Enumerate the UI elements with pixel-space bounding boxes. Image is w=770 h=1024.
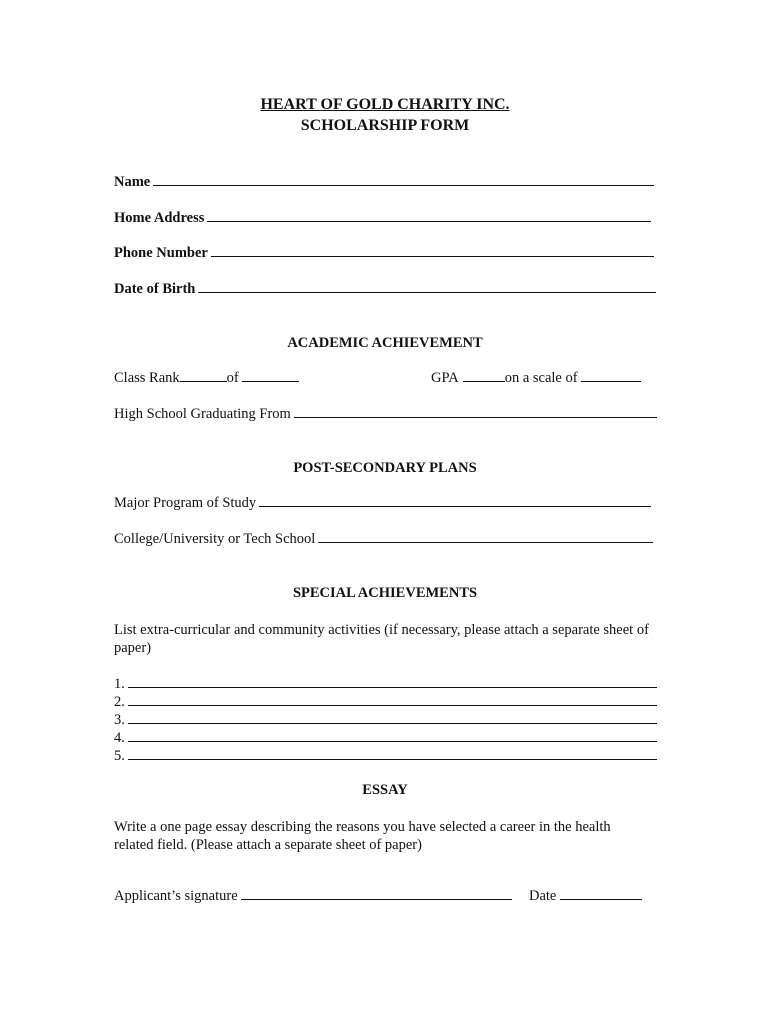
form-title-organization: HEART OF GOLD CHARITY INC. [260,96,510,113]
activity-field-1[interactable] [128,686,657,688]
signature-label: Applicant’s signature [114,888,238,904]
home-address-label: Home Address [114,210,205,226]
name-row [114,174,654,191]
activity-row [114,693,657,711]
gpa-label: GPA [431,370,459,386]
activity-number: 5. [114,748,125,764]
college-label: College/University or Tech School [114,531,316,547]
home-address-field[interactable] [207,220,651,222]
essay-heading: ESSAY [362,782,408,798]
college-field[interactable] [318,541,653,543]
date-of-birth-label: Date of Birth [114,281,196,297]
class-rank-label: Class Rank [114,370,180,386]
class-rank-row [114,370,299,387]
academic-heading: ACADEMIC ACHIEVEMENT [287,335,483,351]
gpa-row [431,370,641,387]
special-achievements-heading: SPECIAL ACHIEVEMENTS [292,585,478,601]
form-title: SCHOLARSHIP FORM [300,117,470,134]
college-row [114,531,653,548]
essay-instructions: Write a one page essay describing the reasons you have selected a career in the health related field. (Please attach a separate sheet of paper) [114,819,611,853]
activity-field-3[interactable] [128,722,657,724]
date-label: Date [529,888,557,904]
activity-number: 1. [114,676,125,692]
activity-number: 4. [114,730,125,746]
date-field[interactable] [560,898,642,900]
activity-number: 3. [114,712,125,728]
gpa-scale-field[interactable] [581,380,641,382]
activity-row [114,747,657,765]
class-size-field[interactable] [242,380,299,382]
major-field[interactable] [259,505,651,507]
signature-row [114,888,512,905]
date-of-birth-field[interactable] [198,291,656,293]
gpa-field[interactable] [463,380,505,382]
major-row [114,495,651,512]
phone-row [114,245,654,262]
address-row [114,210,651,227]
class-rank-field[interactable] [180,380,227,382]
phone-number-label: Phone Number [114,245,208,261]
class-rank-of-label: of [226,370,239,386]
activity-row [114,711,657,729]
signature-field[interactable] [241,898,512,900]
name-field[interactable] [153,184,654,186]
activity-field-4[interactable] [128,740,657,742]
date-row [529,888,642,905]
high-school-label: High School Graduating From [114,406,291,422]
major-label: Major Program of Study [114,495,257,511]
activity-field-5[interactable] [128,758,657,760]
activity-field-2[interactable] [128,704,657,706]
high-school-row [114,406,657,423]
activity-number: 2. [114,694,125,710]
gpa-scale-label: on a scale of [504,370,578,386]
activity-row [114,675,657,693]
name-label: Name [114,174,151,190]
post-secondary-heading: POST-SECONDARY PLANS [293,460,477,476]
phone-number-field[interactable] [211,255,654,257]
high-school-field[interactable] [294,416,657,418]
dob-row [114,281,656,298]
activity-row [114,729,657,747]
activities-instructions: List extra-curricular and community activities (if necessary, please attach a separate sheet of paper) [114,622,649,656]
